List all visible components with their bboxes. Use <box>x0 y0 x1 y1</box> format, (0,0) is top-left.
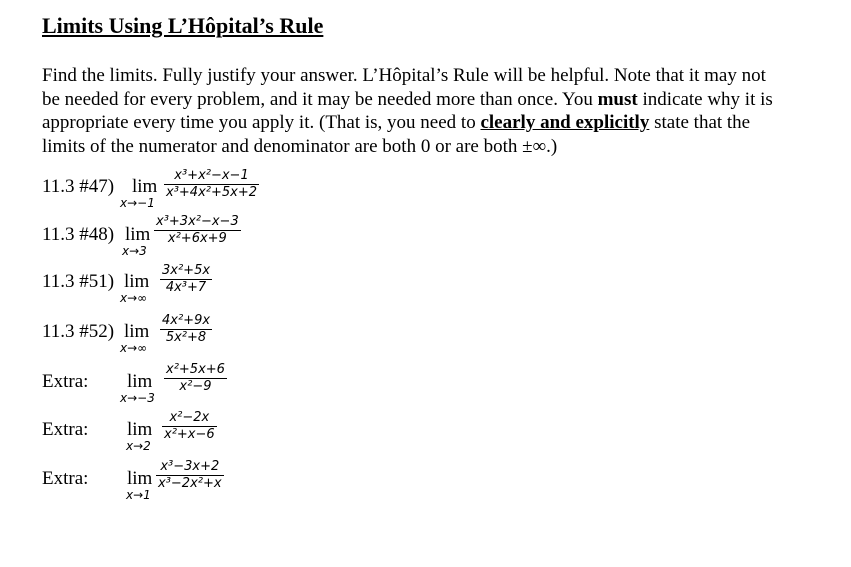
lim-operator: lim <box>127 419 153 440</box>
numerator: 4x²+9x <box>162 313 211 328</box>
instructions-line <box>42 111 832 135</box>
instructions-text: be needed for every problem, and it may be needed more than once. You <box>42 88 598 110</box>
instructions-text: state that the <box>649 112 751 133</box>
instructions-line: Find the limits. Fully justify your answer. L’Hôpital’s Rule will be helpful. Note that it may not <box>42 65 766 86</box>
lim-operator: lim <box>125 224 151 245</box>
instructions-text: appropriate every time you apply it. (That is, you need to <box>42 112 481 133</box>
limit-fraction <box>160 263 212 296</box>
limit-approach: x→∞ <box>120 341 148 355</box>
numerator: x³+3x²−x−3 <box>156 214 239 229</box>
denominator: 5x²+8 <box>165 330 207 345</box>
denominator: 4x³+7 <box>165 280 207 295</box>
limit-approach: x→−3 <box>120 391 155 405</box>
lim-operator: lim <box>127 468 153 489</box>
lim-operator: lim <box>124 321 150 342</box>
numerator: x²+5x+6 <box>166 362 225 377</box>
emphasis-clearly-explicitly: clearly and explicitly <box>480 112 650 133</box>
limit-approach: x→∞ <box>120 291 148 305</box>
numerator: x³−3x+2 <box>160 459 220 474</box>
numerator: x³+x²−x−1 <box>174 168 249 183</box>
limit-approach: x→2 <box>126 439 151 453</box>
problem-label: Extra: <box>42 371 89 392</box>
problem-label: 11.3 #47) <box>42 176 115 197</box>
lim-operator: lim <box>127 371 153 392</box>
lim-operator: lim <box>124 271 150 292</box>
numerator: 3x²+5x <box>162 263 211 278</box>
limit-fraction <box>164 168 259 201</box>
denominator: x³+4x²+5x+2 <box>166 185 257 200</box>
emphasis-must: must <box>597 88 638 110</box>
instructions-paragraph <box>42 64 832 158</box>
limit-fraction <box>162 410 217 443</box>
instructions-line: limits of the numerator and denominator are both 0 or are both ±∞.) <box>42 135 558 157</box>
problem-label: 11.3 #51) <box>42 271 115 292</box>
problem-label: 11.3 #48) <box>42 224 115 245</box>
problem-label: 11.3 #52) <box>42 321 115 342</box>
page-title: Limits Using L’Hôpital’s Rule <box>42 13 324 38</box>
limit-approach: x→−1 <box>120 196 155 210</box>
denominator: x³−2x²+x <box>158 476 222 491</box>
limit-approach: x→1 <box>126 488 151 502</box>
limit-fraction <box>160 313 212 346</box>
instructions-text: indicate why it is <box>637 88 773 110</box>
instructions-line <box>42 88 832 112</box>
limit-fraction <box>156 459 224 492</box>
denominator: x²+6x+9 <box>167 231 227 246</box>
denominator: x²−9 <box>179 379 212 394</box>
limit-approach: x→3 <box>122 244 147 258</box>
lim-operator: lim <box>132 176 158 197</box>
numerator: x²−2x <box>169 410 210 425</box>
limit-fraction <box>154 214 241 247</box>
problem-label: Extra: <box>42 468 89 489</box>
problem-label: Extra: <box>42 419 89 440</box>
denominator: x²+x−6 <box>164 427 215 442</box>
limit-fraction <box>164 362 227 395</box>
